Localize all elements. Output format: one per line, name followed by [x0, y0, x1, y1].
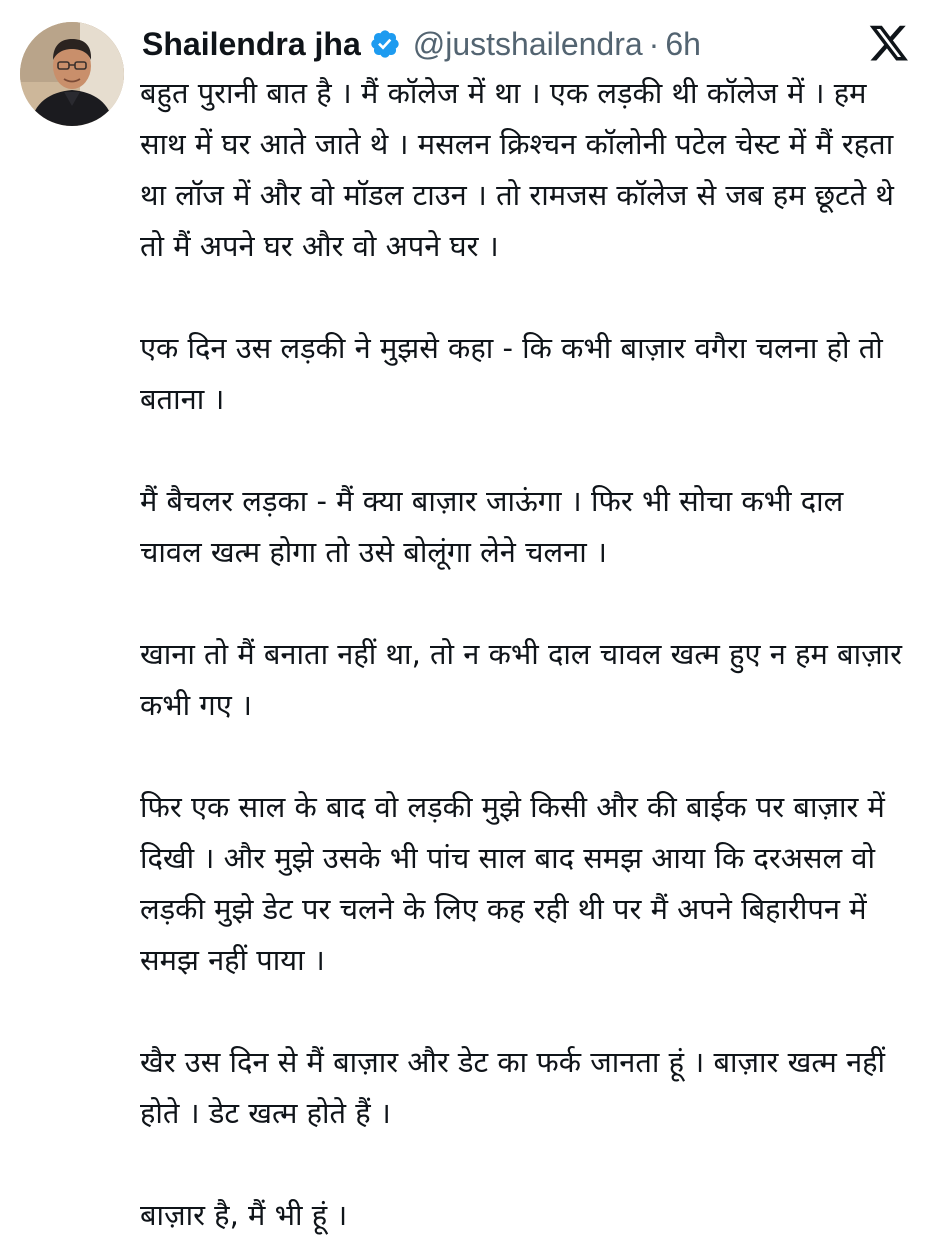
separator-dot: · — [648, 25, 660, 62]
post-paragraph: फिर एक साल के बाद वो लड़की मुझे किसी और की बाईक पर बाज़ार में दिखी । और मुझे उसके भी पांच साल बाद समझ आया कि दरअसल वो लड़की मुझे डेट पर चलने के लिए कह रही थी पर मैं अपने बिहारीपन में समझ नहीं पाया । — [140, 790, 885, 977]
post-paragraph: खैर उस दिन से मैं बाज़ार और डेट का फर्क जानता हूं । बाज़ार खत्म नहीं होते । डेट खत्म होते हैं । — [140, 1045, 886, 1130]
x-logo-icon[interactable] — [868, 24, 910, 64]
tweet-header — [142, 20, 701, 68]
verified-badge-icon — [369, 28, 401, 60]
post-paragraph: एक दिन उस लड़की ने मुझसे कहा - कि कभी बाज़ार वगैरा चलना हो तो बताना । — [140, 331, 883, 416]
avatar[interactable] — [20, 22, 124, 126]
author-handle[interactable]: @justshailendra — [412, 25, 643, 62]
post-text — [140, 68, 912, 1241]
post-paragraph: बहुत पुरानी बात है । मैं कॉलेज में था । एक लड़की थी कॉलेज में । हम साथ में घर आते जाते थे । मसलन क्रिश्चन कॉलोनी पटेल चेस्ट में मैं रहता था लॉज में और वो मॉडल टाउन । तो रामजस कॉलेज से जब हम छूटते थे तो मैं अपने घर और वो अपने घर । — [140, 76, 894, 263]
post-paragraph: बाज़ार है, मैं भी हूं । — [140, 1198, 348, 1232]
author-display-name[interactable]: Shailendra jha — [142, 25, 361, 62]
post-timestamp[interactable]: 6h — [665, 25, 701, 62]
post-paragraph: मैं बैचलर लड़का - मैं क्या बाज़ार जाऊंगा । फिर भी सोचा कभी दाल चावल खत्म होगा तो उसे बोलूंगा लेने चलना । — [140, 484, 844, 569]
post-paragraph: खाना तो मैं बनाता नहीं था, तो न कभी दाल चावल खत्म हुए न हम बाज़ार कभी गए । — [140, 637, 903, 722]
